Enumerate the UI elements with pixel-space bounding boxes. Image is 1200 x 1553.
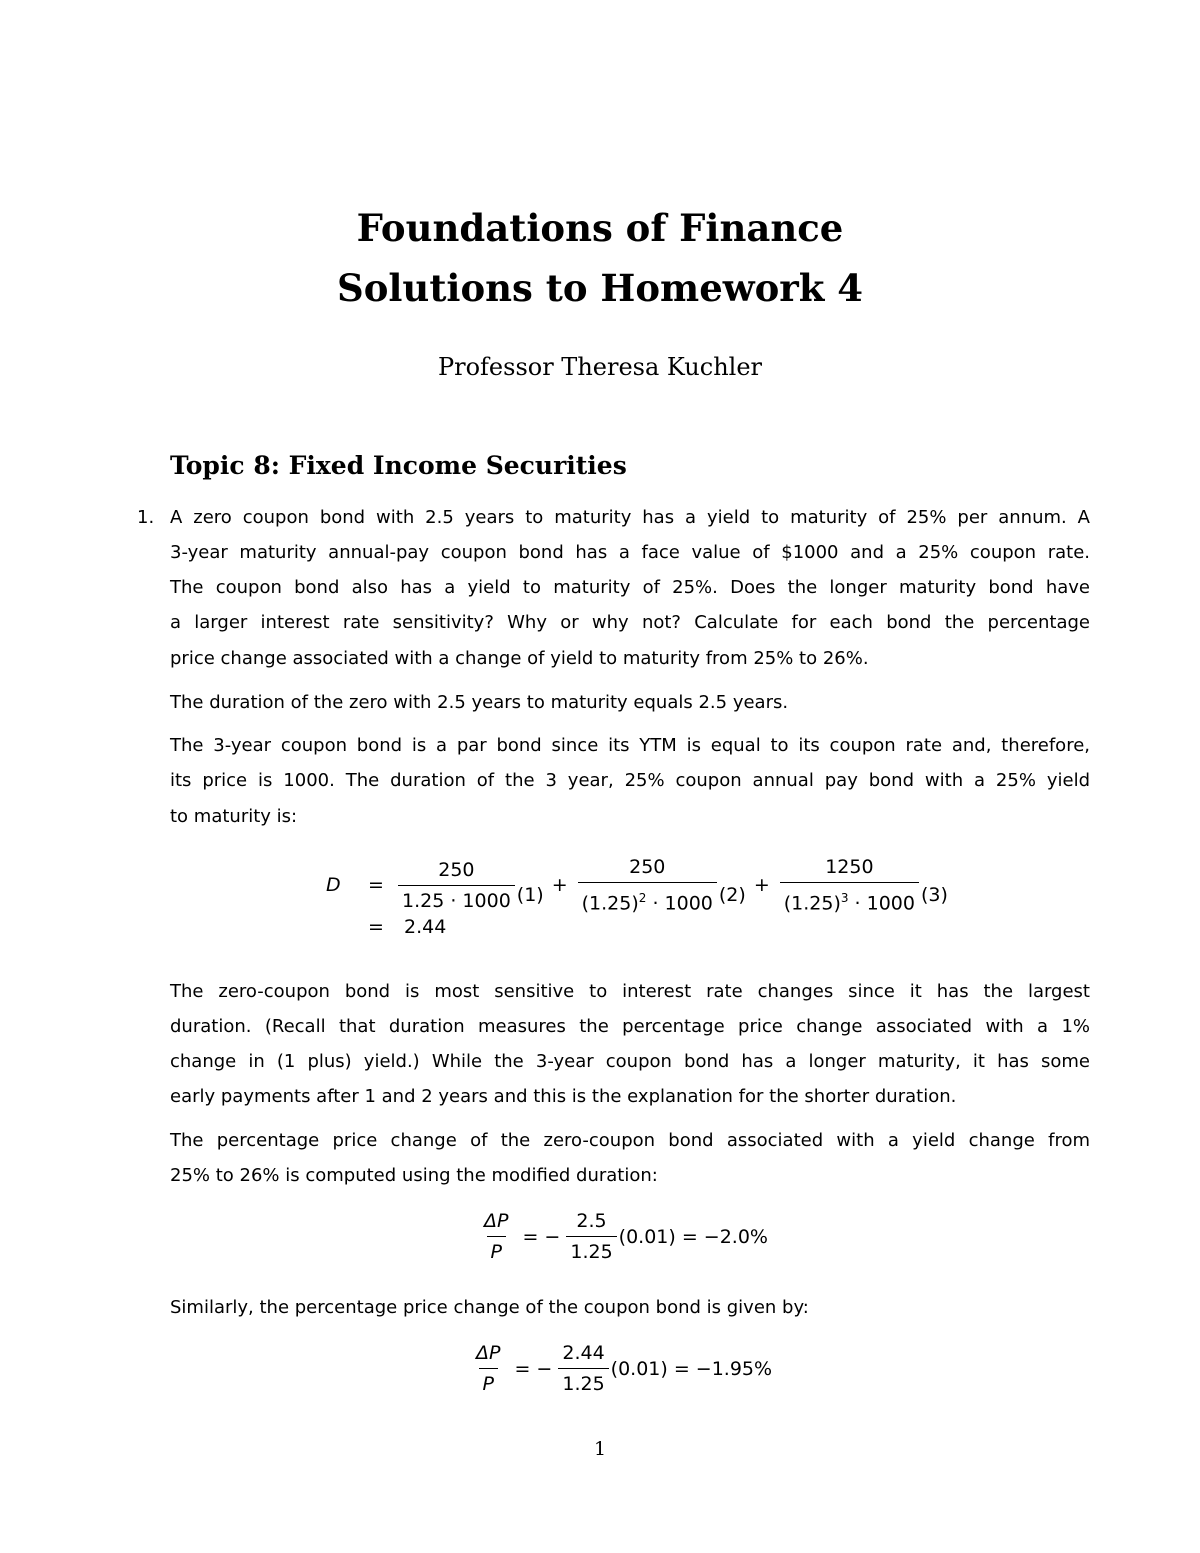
rhs-numerator: 2.5 <box>576 1210 607 1232</box>
term1-fraction <box>398 859 515 912</box>
eq-sign: = <box>368 916 384 938</box>
term3-denominator: $(1.25)^3 \cdot 1000$ <box>780 882 919 914</box>
paragraph-zero-duration: The duration of the zero with 2.5 years to maturity equals 2.5 years. <box>170 692 789 713</box>
document-title-line1: Foundations of Finance <box>356 206 844 250</box>
rhs-denominator: 1.25 <box>566 1236 616 1263</box>
question-line: price change associated with a change of yield to maturity from 25% to 26%. <box>170 648 869 669</box>
paragraph-line: its price is 1000. The duration of the 3 year, 25% coupon annual pay bond with a 25% yield <box>170 770 1090 791</box>
problem-number: 1. <box>137 507 155 528</box>
paragraph-line: The percentage price change of the zero-coupon bond associated with a yield change from <box>170 1130 1090 1151</box>
paragraph-line: The 3-year coupon bond is a par bond since its YTM is equal to its coupon rate and, therefore, <box>170 735 1090 756</box>
question-line: A zero coupon bond with 2.5 years to maturity has a yield to maturity of 25% per annum. A <box>170 507 1090 528</box>
section-heading: Topic 8: Fixed Income Securities <box>170 451 627 480</box>
term2-denominator: $(1.25)^2 \cdot 1000$ <box>578 882 717 914</box>
paragraph-line: 25% to 26% is computed using the modified duration: <box>170 1165 658 1186</box>
duration-equation <box>326 856 948 914</box>
question-line: The coupon bond also has a yield to maturity of 25%. Does the longer maturity bond have <box>170 577 1090 598</box>
rhs-denominator: 1.25 <box>558 1368 608 1395</box>
eq-tail: (0.01) = −2.0% <box>618 1225 768 1248</box>
term2-weight: (2) <box>718 884 746 907</box>
coupon-price-change-equation <box>470 1342 772 1395</box>
duration-result <box>356 916 446 938</box>
term1-numerator: 250 <box>438 858 475 881</box>
eq-tail: (0.01) = −1.95% <box>610 1357 773 1380</box>
paragraph-line: The zero-coupon bond is most sensitive to interest rate changes since it has the largest <box>170 981 1090 1002</box>
rhs-fraction <box>566 1210 616 1263</box>
eq-sign: = − <box>514 1357 553 1380</box>
term2-numerator: 250 <box>629 856 666 878</box>
eq-sign: = − <box>522 1225 561 1248</box>
question-line: a larger interest rate sensitivity? Why or why not? Calculate for each bond the percentage <box>170 612 1090 633</box>
term3-fraction <box>780 856 919 914</box>
zero-price-change-equation <box>478 1210 768 1263</box>
term3-weight: (3) <box>921 884 948 907</box>
eq-sign: = <box>368 874 384 897</box>
duration-value: 2.44 <box>404 916 447 938</box>
term1-denominator: 1.25 · 1000 <box>398 885 515 912</box>
term3-numerator: 1250 <box>825 856 874 878</box>
paragraph-line: to maturity is: <box>170 806 298 827</box>
term1-weight: (1) <box>516 884 544 907</box>
rhs-fraction <box>558 1342 608 1395</box>
page-number: 1 <box>593 1438 607 1460</box>
paragraph-coupon-intro: Similarly, the percentage price change of the coupon bond is given by: <box>170 1297 809 1318</box>
eq-lhs: D <box>326 874 341 897</box>
term2-fraction <box>578 856 717 914</box>
author: Professor Theresa Kuchler <box>437 353 763 381</box>
document-title-line2: Solutions to Homework 4 <box>336 266 864 310</box>
question-line: 3-year maturity annual-pay coupon bond has a face value of $1000 and a 25% coupon rate. <box>170 542 1090 563</box>
paragraph-line: change in (1 plus) yield.) While the 3-year coupon bond has a longer maturity, it has some <box>170 1051 1090 1072</box>
paragraph-line: duration. (Recall that duration measures the percentage price change associated with a 1% <box>170 1016 1090 1037</box>
plus-sign: + <box>551 874 568 897</box>
lhs-numerator: ΔP <box>484 1210 509 1232</box>
lhs-numerator: ΔP <box>476 1342 501 1364</box>
rhs-numerator: 2.44 <box>562 1342 605 1364</box>
lhs-denominator: P <box>479 1368 498 1395</box>
lhs-fraction <box>472 1342 504 1395</box>
lhs-denominator: P <box>487 1236 506 1263</box>
plus-sign: + <box>753 874 770 897</box>
lhs-fraction <box>480 1210 512 1263</box>
paragraph-line: early payments after 1 and 2 years and this is the explanation for the shorter duration. <box>170 1086 957 1107</box>
